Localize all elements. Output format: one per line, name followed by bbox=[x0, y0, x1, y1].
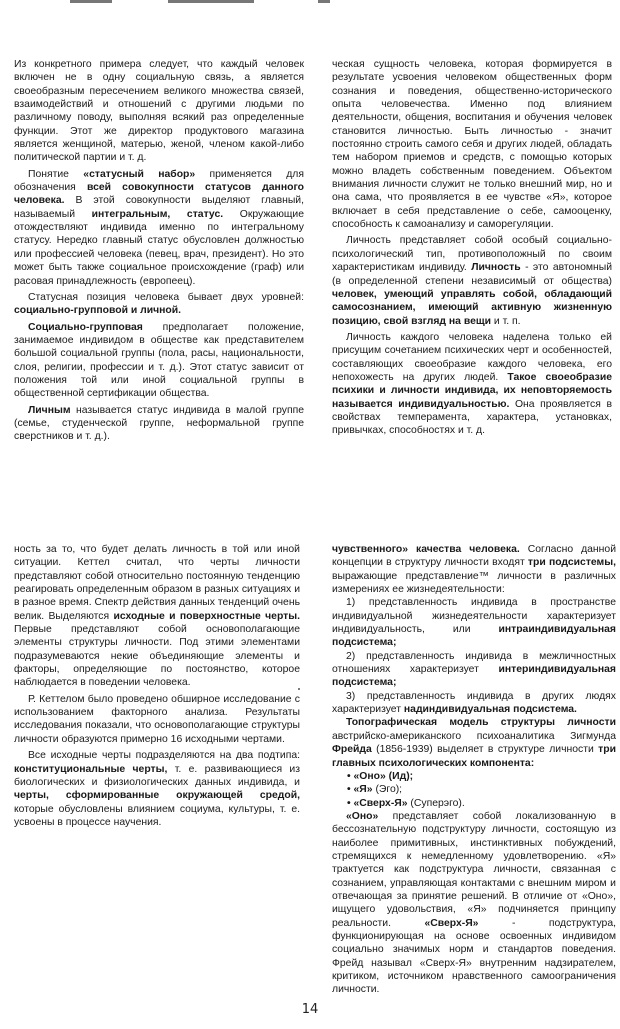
paragraph-id-ego-superego: «Оно» представляет собой локализованную в бессознательную подструктуру личности, состоящую из наиболее примитивных, инстинктивных побуждений, стремящихся к немедленному удовлетворению. «Я» трактуется как подструктура личности, связанная с сознанием, управляющая контактами с внешним миром и отвечающая за принятие решений. В отличие от «Оно», ищущего удовольствия, «Я» подчиняется принципу реальности. «Сверх-Я» - подструктура, функционирующая на основе освоенных индивидом социально значимых норм и стандартов поведения. Фрейд называл «Сверх-Я» внутренним надзирателем, критиком, источником нравственного самоограничения личности. bbox=[332, 810, 616, 996]
paragraph-freud: Топографическая модель структуры личности австрийско-американского психоаналитика Зигмунда Фрейда (1856-1939) выделяет в структуре личности три главных психологических компонента: bbox=[332, 717, 616, 769]
list-item: • «Сверх-Я» (Суперэго). bbox=[347, 797, 465, 809]
column-top-left bbox=[14, 58, 304, 444]
top-scan-marks bbox=[0, 0, 620, 4]
column-bottom-right bbox=[332, 543, 616, 997]
paragraph-subtypes: Все исходные черты подразделяются на два подтипа: конституциональные черты, т. е. развивающиеся из биологических и физиологических данных индивида, и черты, сформированные окружающей средой, которые обусловлены влиянием социума, культуры, т. е. усвоены в процессе научения. bbox=[14, 750, 300, 828]
paragraph-traits: ность за то, что будет делать личность в той или иной ситуации. Кеттел считал, что черты личности представляют собой относительно постоянную тенденцию реагировать определенным образом в разных ситуациях и в разное время. Спектр действия данных тенденций очень велик. Выделяются исходные и поверхностные черты. Первые представляют собой основополагающие элементы структуры личности. Под этими элементами подразумеваются некие объединяющие элементы и факторы, определяющие по постоянство, которое наблюдается в поведении человека. bbox=[14, 544, 300, 689]
list-item: • «Оно» (Ид); bbox=[347, 770, 414, 782]
list-item: 1) представленность индивида в пространстве индивидуальной жизнедеятельности характеризует индивидуальность, или интраиндивидуальная подсистема; bbox=[332, 597, 616, 649]
list-item: 3) представленность индивида в других людях характеризует надиндивидуальная подсистема. bbox=[332, 690, 616, 716]
paragraph: Из конкретного примера следует, что каждый человек включен не в одну социальную связь, а является своеобразным пересечением великого множества связей, взаимодействий и отношений с другими людьми по различному поводу, выполняя всякий раз определенные функции. Этот же директор продуктового магазина является женщиной, матерью, женой, членом какой-либо политической партии и т. д. bbox=[14, 59, 304, 164]
page-number: 14 bbox=[301, 1002, 319, 1017]
paragraph-status-set: Понятие «статусный набор» применяется для обозначения всей совокупности статусов данного человека. В этой совокупности выделяют главный, называемый интегральным, статус. Окружающие отождествляют индивида именно по интегральному статусу. Нередко главный статус обусловлен должностью или профессией человека (певец, врач, президент). Но это может быть также социальное происхождение (граф) или расовая принадлежность (европеец). bbox=[14, 168, 304, 287]
paragraph-cattell: Р. Кеттелом было проведено обширное исследование с использованием факторного анализа. Результаты исследования показали, что основополагающие структуры личности образуются примерно 16 исходными чертами. bbox=[14, 693, 300, 745]
paragraph-personality: Личность представляет собой особый социально-психологический тип, противоположный по своим характеристикам индивиду. Личность - это автономный (в определенной степени независимый от общества) человек, умеющий управлять собой, обладающий самосознанием, имеющий активную жизненную позицию, свой взгляд на вещи и т. п. bbox=[332, 235, 612, 327]
column-bottom-left bbox=[14, 543, 300, 829]
component-list bbox=[332, 770, 616, 810]
paragraph-subsystems: чувственного» качества человека. Согласно данной концепции в структуру личности входят три подсистемы, выражающие представление™ личности в различных измерениях ее жизнедеятельности: bbox=[332, 544, 617, 596]
paragraph: ческая сущность человека, которая формируется в результате усвоения человеком общественных форм сознания и поведения, общественно-исторического опыта человечества. Именно под влиянием деятельности, общения, воспитания и обучения человек становится личностью. Быть личностью - значит постоянно строить самого себя и других людей, обладать тем набором приемов и средств, с помощью которых можно владеть собственным поведением. Объектом внимания личности служит не только внешний мир, но и она сама, что проявляется в ее чувстве «Я», которое включает в себя представление о себе, самооценку, способность к самоанализу и саморегуляции. bbox=[332, 59, 612, 231]
paragraph-personal: Личным называется статус индивида в малой группе (семье, студенческой группе, неформальной группе сверстников и т. д.). bbox=[14, 404, 304, 443]
paragraph-social-group: Социально-групповая предполагает положение, занимаемое индивидом в обществе как представителем большой социальной группы (пола, расы, национальности, слоя, религии, профессии и т. д.). Этот статус зависит от положения той или иной социальной группы в общественной сертификации общества. bbox=[14, 321, 304, 400]
stray-dot bbox=[298, 688, 300, 690]
list-item: • «Я» (Эго); bbox=[347, 784, 403, 796]
paragraph-individuality: Личность каждого человека наделена только ей присущим сочетанием психических черт и особенностей, составляющих своеобразие каждого человека, его непохожесть на других людей. Такое своеобразие психики и личности индивида, их неповторяемость называется индивидуальностью. Она проявляется в свойствах темперамента, характера, установках, привычках, способностях и т. д. bbox=[332, 331, 613, 437]
paragraph-status-levels: Статусная позиция человека бывает двух уровней: социально-групповой и личной. bbox=[14, 291, 304, 317]
list-item: 2) представленность индивида в межличностных отношениях характеризует интериндивидуальная подсистема; bbox=[332, 650, 616, 689]
column-top-right bbox=[332, 58, 612, 438]
